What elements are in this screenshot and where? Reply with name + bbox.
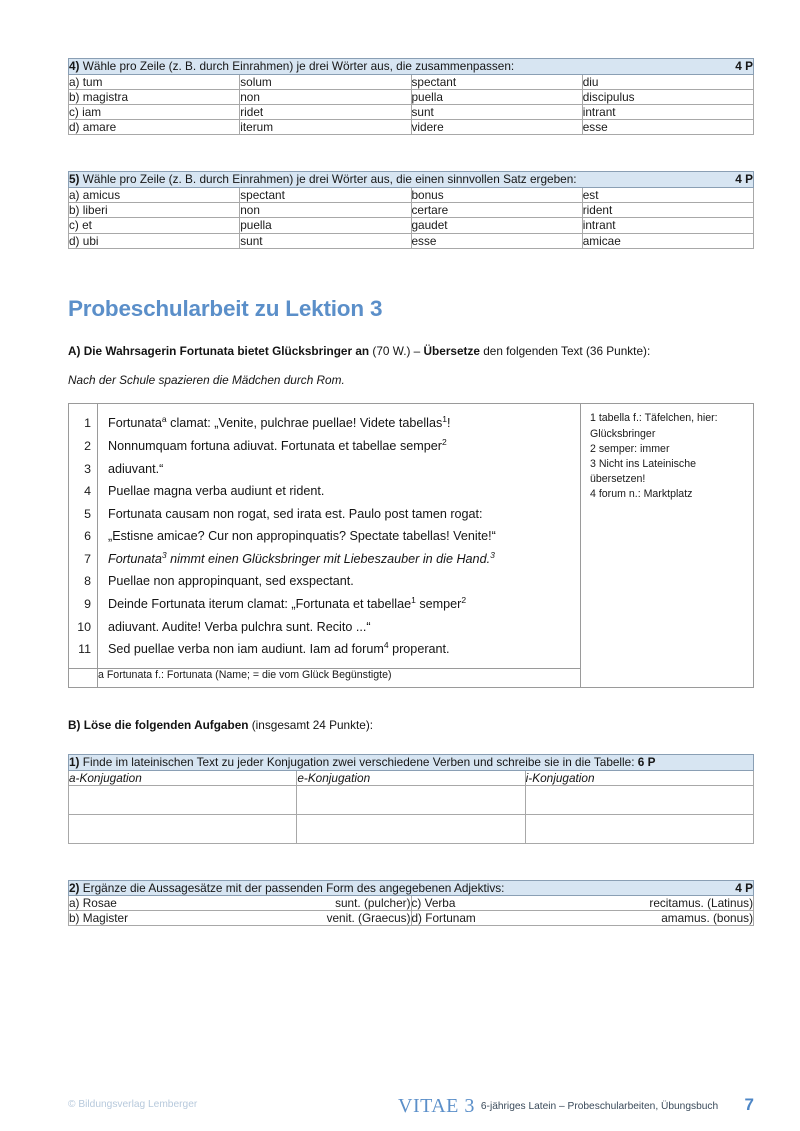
exercise-1-column-headers: [69, 770, 754, 785]
latin-footnote: a Fortunata f.: Fortunata (Name; = die vom Glück Begünstigte): [98, 668, 581, 687]
section-a-verb: Übersetze: [423, 344, 480, 359]
vocabulary-note-line: 4 forum n.: Marktplatz: [590, 488, 693, 501]
exercise-2-header-row: [69, 880, 754, 896]
answer-cell[interactable]: [69, 814, 297, 843]
line-number: 10: [77, 619, 91, 634]
table-row[interactable]: [69, 814, 754, 843]
cell[interactable]: puella: [240, 218, 411, 233]
brand-subtitle: 6-jähriges Latein – Probeschularbeiten, Übungsbuch: [480, 1101, 719, 1112]
table-row[interactable]: [69, 911, 754, 926]
answer-cell-a[interactable]: [69, 896, 412, 911]
cell[interactable]: non: [240, 203, 411, 218]
cell[interactable]: intrant: [582, 105, 753, 120]
exercise-2-points: 4 P: [735, 880, 753, 895]
line-number: 1: [84, 416, 91, 431]
cell[interactable]: rident: [582, 203, 753, 218]
cell[interactable]: c) et: [69, 218, 240, 233]
line-number: 4: [84, 484, 91, 499]
cell[interactable]: sunt: [411, 105, 582, 120]
exercise-5-points: 4 P: [735, 172, 753, 187]
exercise-2-number: 2): [69, 880, 80, 895]
line-number: 6: [84, 529, 91, 544]
exercise-4-table: [68, 58, 754, 135]
exercise-2-header: [69, 880, 754, 896]
answer-prefix: d) Fortunam: [411, 911, 476, 926]
book-brand: [398, 1095, 718, 1118]
cell[interactable]: amicae: [582, 233, 753, 248]
cell[interactable]: videre: [411, 120, 582, 135]
exercise-4-prompt: Wähle pro Zeile (z. B. durch Einrahmen) je drei Wörter aus, die zusammenpassen:: [82, 59, 515, 73]
line-number-column: [69, 404, 98, 669]
answer-cell[interactable]: [69, 785, 297, 814]
latin-line: Sed puellae verba non iam audiunt. Iam ad forum$^4$ properant.: [108, 640, 450, 657]
cell[interactable]: spectant: [411, 74, 582, 89]
latin-lines: [98, 404, 580, 668]
exercise-5-header-row: [69, 172, 754, 188]
table-row[interactable]: [69, 120, 754, 135]
exercise-1-prompt: Finde im lateinischen Text zu jeder Konjugation zwei verschiedene Verben und schreibe sie in die Tabelle:: [82, 754, 635, 769]
cell[interactable]: b) liberi: [69, 203, 240, 218]
exercise-2-prompt: Ergänze die Aussagesätze mit der passenden Form des angegebenen Adjektivs:: [82, 880, 505, 895]
exercise-5-number: 5): [69, 172, 80, 187]
exercise-1-table: [68, 754, 754, 844]
line-number: 3: [84, 461, 91, 476]
latin-line: adiuvant.“: [108, 461, 164, 476]
table-row[interactable]: [69, 74, 754, 89]
column-header-i-konjugation: i-Konjugation: [525, 770, 753, 785]
latin-line: „Estisne amicae? Cur non appropinquatis? Spectate tabellas! Venite!“: [108, 529, 496, 544]
section-a-word-count: (70 W.) –: [372, 344, 424, 359]
answer-cell[interactable]: [525, 785, 753, 814]
section-b-heading: [68, 718, 754, 734]
vocabulary-note-line: 3 Nicht ins Lateinische: [590, 457, 696, 470]
exercise-1-number: 1): [69, 754, 80, 769]
answer-prefix: a) Rosae: [69, 896, 117, 911]
exercise-5-prompt: Wähle pro Zeile (z. B. durch Einrahmen) je drei Wörter aus, die einen sinnvollen Satz ergeben:: [82, 172, 577, 187]
cell[interactable]: discipulus: [582, 89, 753, 104]
footnote-line-cell: [69, 668, 98, 687]
cell[interactable]: d) amare: [69, 120, 240, 135]
copyright-notice: © Bildungsverlag Lemberger: [68, 1099, 198, 1110]
cell[interactable]: bonus: [411, 188, 582, 203]
answer-suffix: sunt. (pulcher): [335, 896, 411, 911]
answer-suffix: venit. (Graecus): [326, 911, 411, 926]
answer-prefix: b) Magister: [69, 911, 129, 926]
exercise-2-table: [68, 880, 754, 927]
cell[interactable]: solum: [240, 74, 411, 89]
cell[interactable]: puella: [411, 89, 582, 104]
line-number: 9: [84, 597, 91, 612]
section-a-label: A): [68, 344, 81, 359]
cell[interactable]: a) amicus: [69, 188, 240, 203]
cell[interactable]: non: [240, 89, 411, 104]
spacer: [68, 844, 754, 880]
page-footer: [68, 1095, 754, 1121]
latin-text-box: [68, 403, 754, 688]
answer-cell-d[interactable]: [411, 911, 754, 926]
table-row[interactable]: [69, 203, 754, 218]
cell[interactable]: sunt: [240, 233, 411, 248]
table-row[interactable]: [69, 785, 754, 814]
answer-prefix: c) Verba: [411, 896, 456, 911]
cell[interactable]: esse: [411, 233, 582, 248]
page-title: Probeschularbeit zu Lektion 3: [68, 295, 383, 321]
page-content: [68, 0, 754, 926]
line-number: 11: [78, 642, 91, 657]
section-a-title: Die Wahrsagerin Fortunata bietet Glücksbringer an: [83, 344, 370, 359]
answer-cell[interactable]: [297, 814, 525, 843]
page-number: 7: [744, 1095, 754, 1114]
latin-line: Fortunata$^a$ clamat: „Venite, pulchrae puellae! Videte tabellas$^1$!: [108, 414, 451, 431]
table-row[interactable]: [69, 233, 754, 248]
table-row[interactable]: [69, 896, 754, 911]
exercise-1-header: [69, 754, 754, 770]
vocabulary-notes-column: [581, 404, 754, 688]
vocabulary-notes: [581, 404, 753, 509]
vocabulary-note-line: Glücksbringer: [590, 427, 656, 440]
section-a-heading: [68, 344, 754, 360]
cell[interactable]: iterum: [240, 120, 411, 135]
exercise-5-table: [68, 171, 754, 248]
section-b-label: B): [68, 717, 81, 732]
cell[interactable]: ridet: [240, 105, 411, 120]
answer-cell[interactable]: [525, 814, 753, 843]
brand-title: VITAE 3: [398, 1095, 475, 1117]
latin-line: Puellae non appropinquant, sed exspectant.: [108, 574, 354, 589]
exercise-5-header: [69, 172, 754, 188]
section-b-tail: (insgesamt 24 Punkte):: [248, 717, 374, 732]
section-b-title: Löse die folgenden Aufgaben: [83, 717, 249, 732]
latin-line: adiuvant. Audite! Verba pulchra sunt. Recito ...“: [108, 619, 371, 634]
cell[interactable]: certare: [411, 203, 582, 218]
cell[interactable]: d) ubi: [69, 233, 240, 248]
latin-lines-column: [98, 404, 581, 669]
latin-line: Nonnumquam fortuna adiuvat. Fortunata et tabellae semper$^2$: [108, 436, 447, 453]
table-row[interactable]: [69, 89, 754, 104]
line-numbers: [69, 404, 97, 668]
cell[interactable]: gaudet: [411, 218, 582, 233]
line-number: 2: [84, 438, 91, 453]
table-row[interactable]: [69, 188, 754, 203]
exercise-4-header: [69, 59, 754, 75]
cell[interactable]: a) tum: [69, 74, 240, 89]
cell[interactable]: diu: [582, 74, 753, 89]
table-row[interactable]: [69, 218, 754, 233]
table-row[interactable]: [69, 105, 754, 120]
cell[interactable]: spectant: [240, 188, 411, 203]
section-a-tail: den folgenden Text (36 Punkte):: [479, 344, 651, 359]
answer-cell-b[interactable]: [69, 911, 412, 926]
exercise-1-points: 6 P: [637, 754, 656, 769]
cell[interactable]: est: [582, 188, 753, 203]
column-header-a-konjugation: a-Konjugation: [69, 770, 297, 785]
spacer: [68, 135, 754, 171]
cell[interactable]: c) iam: [69, 105, 240, 120]
exercise-1-header-row: [69, 754, 754, 770]
latin-line: Puellae magna verba audiunt et rident.: [108, 484, 325, 499]
section-a-intro: Nach der Schule spazieren die Mädchen durch Rom.: [68, 373, 345, 388]
vocabulary-note-line: 2 semper: immer: [590, 442, 670, 455]
exercise-4-points: 4 P: [735, 59, 753, 73]
line-number: 5: [84, 506, 91, 521]
line-number: 8: [84, 574, 91, 589]
latin-line: Fortunata$^3$ nimmt einen Glücksbringer mit Liebeszauber in die Hand.$^3$: [108, 549, 495, 566]
answer-cell[interactable]: [297, 785, 525, 814]
latin-line: Deinde Fortunata iterum clamat: „Fortunata et tabellae$^1$ semper$^2$: [108, 594, 467, 612]
latin-line: Fortunata causam non rogat, sed irata est. Paulo post tamen rogat:: [108, 506, 483, 521]
exercise-4-header-row: [69, 59, 754, 75]
exercise-4-number: 4): [69, 59, 80, 73]
line-number: 7: [84, 551, 91, 566]
cell[interactable]: b) magistra: [69, 89, 240, 104]
answer-suffix: recitamus. (Latinus): [649, 896, 753, 911]
latin-text-main-row: [69, 404, 754, 669]
cell[interactable]: intrant: [582, 218, 753, 233]
answer-suffix: amamus. (bonus): [661, 911, 753, 926]
vocabulary-note-line: übersetzen!: [590, 473, 646, 486]
cell[interactable]: esse: [582, 120, 753, 135]
vocabulary-note-line: 1 tabella f.: Täfelchen, hier:: [590, 412, 718, 425]
column-header-e-konjugation: e-Konjugation: [297, 770, 525, 785]
answer-cell-c[interactable]: [411, 896, 754, 911]
